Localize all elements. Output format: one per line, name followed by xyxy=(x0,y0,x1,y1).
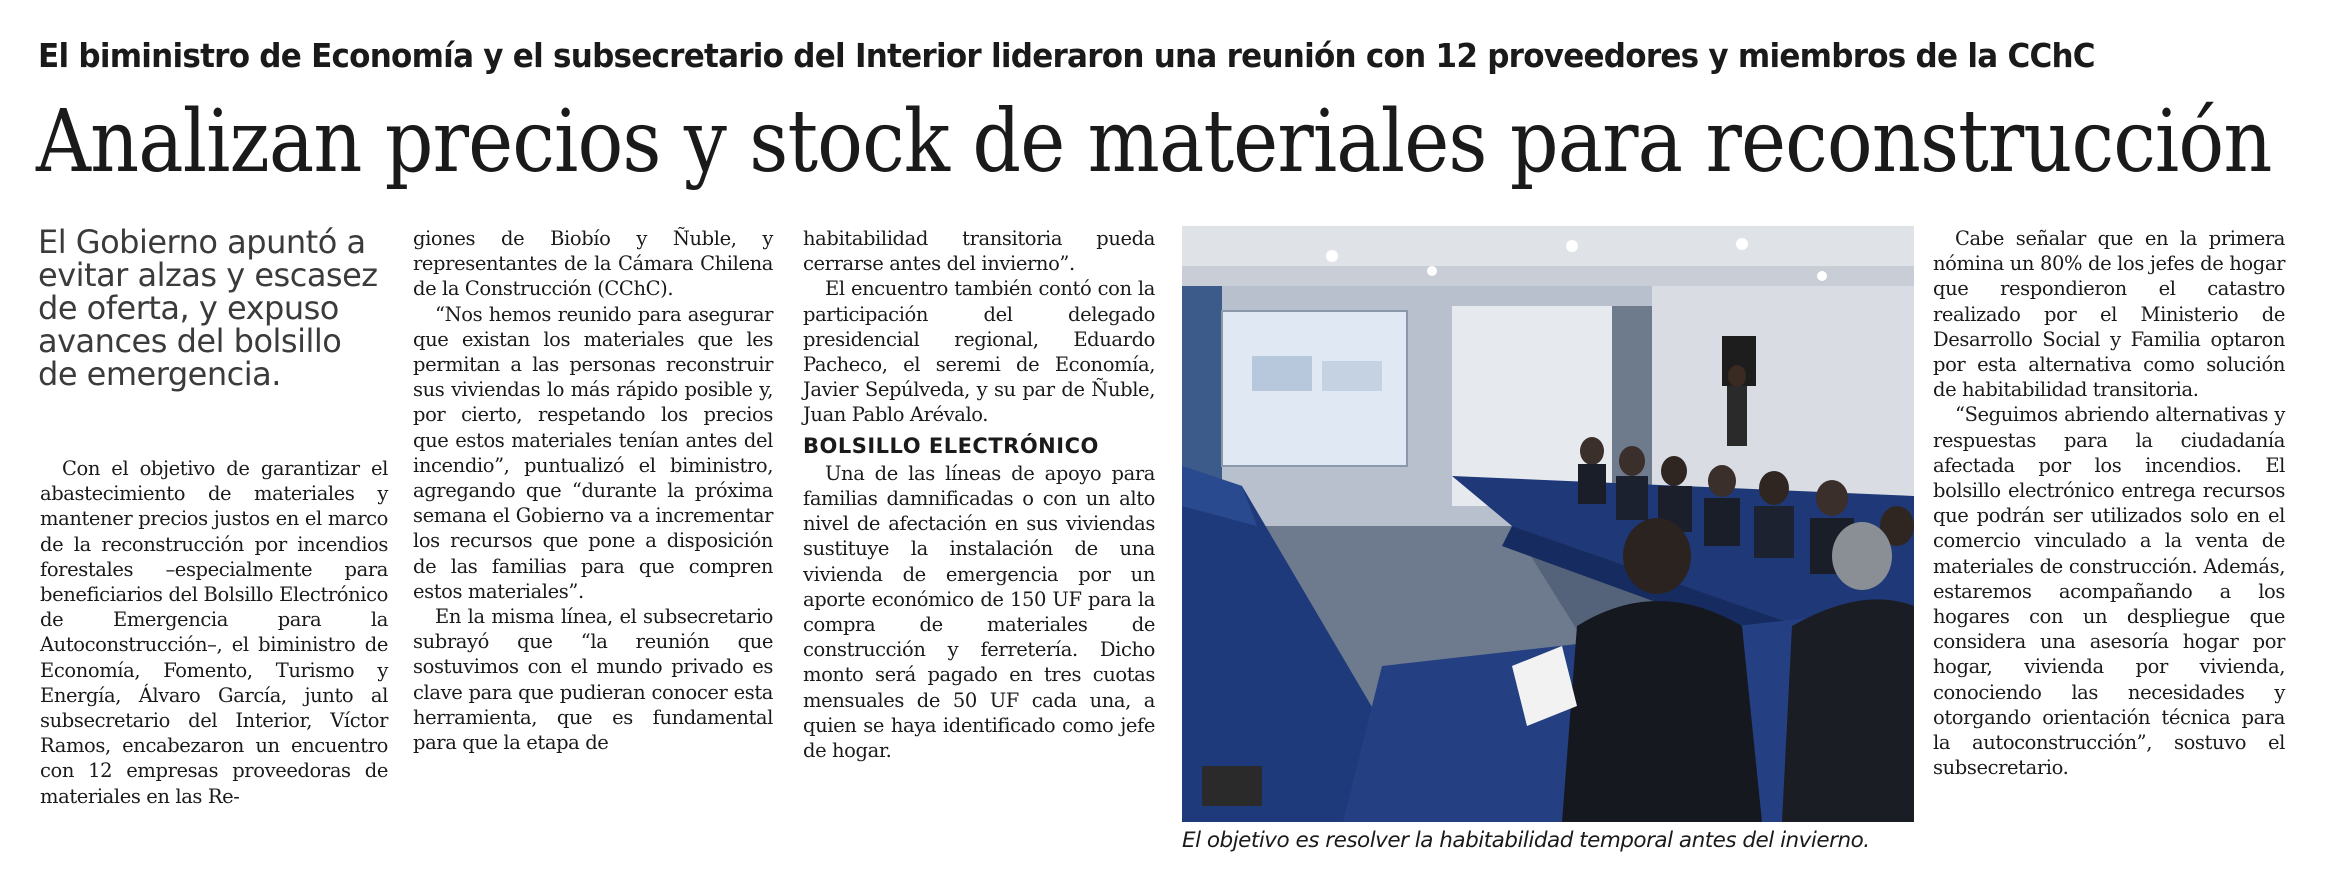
paragraph: En la misma línea, el subsecretario subrayó que “la reunión que sostuvimos con el mundo privado es clave para que pudieran conocer esta herramienta, que es fundamental para que la etapa de xyxy=(413,605,773,755)
paragraph: “Seguimos abriendo alternativas y respuestas para la ciudadanía afectada por los incendios. El bolsillo electrónico entrega recursos que podrán ser utilizados solo en el comercio vinculado a la venta de materiales de construcción. Además, estaremos acompañando a los hogares con un despliegue que considera una asesoría hogar por hogar, vivienda por vivienda, conociendo las necesidades y otorgando orientación técnica para la autoconstrucción”, sostuvo el subsecretario. xyxy=(1933,403,2285,780)
article-headline: Analizan precios y stock de materiales para reconstrucción xyxy=(36,92,2272,192)
body-column-2 xyxy=(413,226,773,755)
paragraph: Cabe señalar que en la primera nómina un 80% de los jefes de hogar que respondieron el catastro realizado por el Ministerio de Desarrollo Social y Familia optaron por esta alternativa como solución de habitabilidad transitoria. xyxy=(1933,227,2285,402)
paragraph: El encuentro también contó con la participación del delegado presidencial regional, Eduardo Pacheco, el seremi de Economía, Javier Sepúlveda, y su par de Ñuble, Juan Pablo Arévalo. xyxy=(803,277,1155,427)
body-column-1 xyxy=(40,456,388,809)
paragraph: Con el objetivo de garantizar el abastecimiento de materiales y mantener precios justos en el marco de la reconstrucción por incendios forestales –especialmente para beneficiarios del Bolsillo Electrónico de Emergencia para la Autoconstrucción–, el biministro de Economía, Fomento, Turismo y Energía, Álvaro García, junto al subsecretario del Interior, Víctor Ramos, encabezaron un encuentro con 12 empresas proveedoras de materiales en las Re- xyxy=(40,457,388,808)
body-column-5 xyxy=(1933,226,2285,780)
article-deck: El Gobierno apuntó a evitar alzas y escasez de oferta, y expuso avances del bolsillo de emergencia. xyxy=(38,223,378,393)
paragraph: habitabilidad transitoria pueda cerrarse antes del invierno”. xyxy=(803,227,1155,276)
paragraph: giones de Biobío y Ñuble, y representantes de la Cámara Chilena de la Construcción (CChC). xyxy=(413,227,773,301)
paragraph: Una de las líneas de apoyo para familias damnificadas o con un alto nivel de afectación en sus viviendas sustituye la instalación de una vivienda de emergencia por un aporte económico de 150 UF para la compra de materiales de construcción y ferretería. Dicho monto será pagado en tres cuotas mensuales de 50 UF cada una, a quien se haya identificado como jefe de hogar. xyxy=(803,461,1155,763)
meeting-photo xyxy=(1182,226,1914,822)
body-column-3 xyxy=(803,226,1155,763)
paragraph: “Nos hemos reunido para asegurar que existan los materiales que les permitan a las personas reconstruir sus viviendas lo más rápido posible y, por cierto, respetando los precios que estos materiales tenían antes del incendio”, puntualizó el biministro, agregando que “durante la próxima semana el Gobierno va a incrementar los recursos que pone a disposición de las familias para que compren estos materiales”. xyxy=(413,302,773,603)
section-subhead: BOLSILLO ELECTRÓNICO xyxy=(803,433,1099,458)
article-kicker: El biministro de Economía y el subsecretario del Interior lideraron una reunión con 12 proveedores y miembros de la CChC xyxy=(38,36,2095,75)
photo-caption: El objetivo es resolver la habitabilidad temporal antes del invierno. xyxy=(1182,828,1870,853)
